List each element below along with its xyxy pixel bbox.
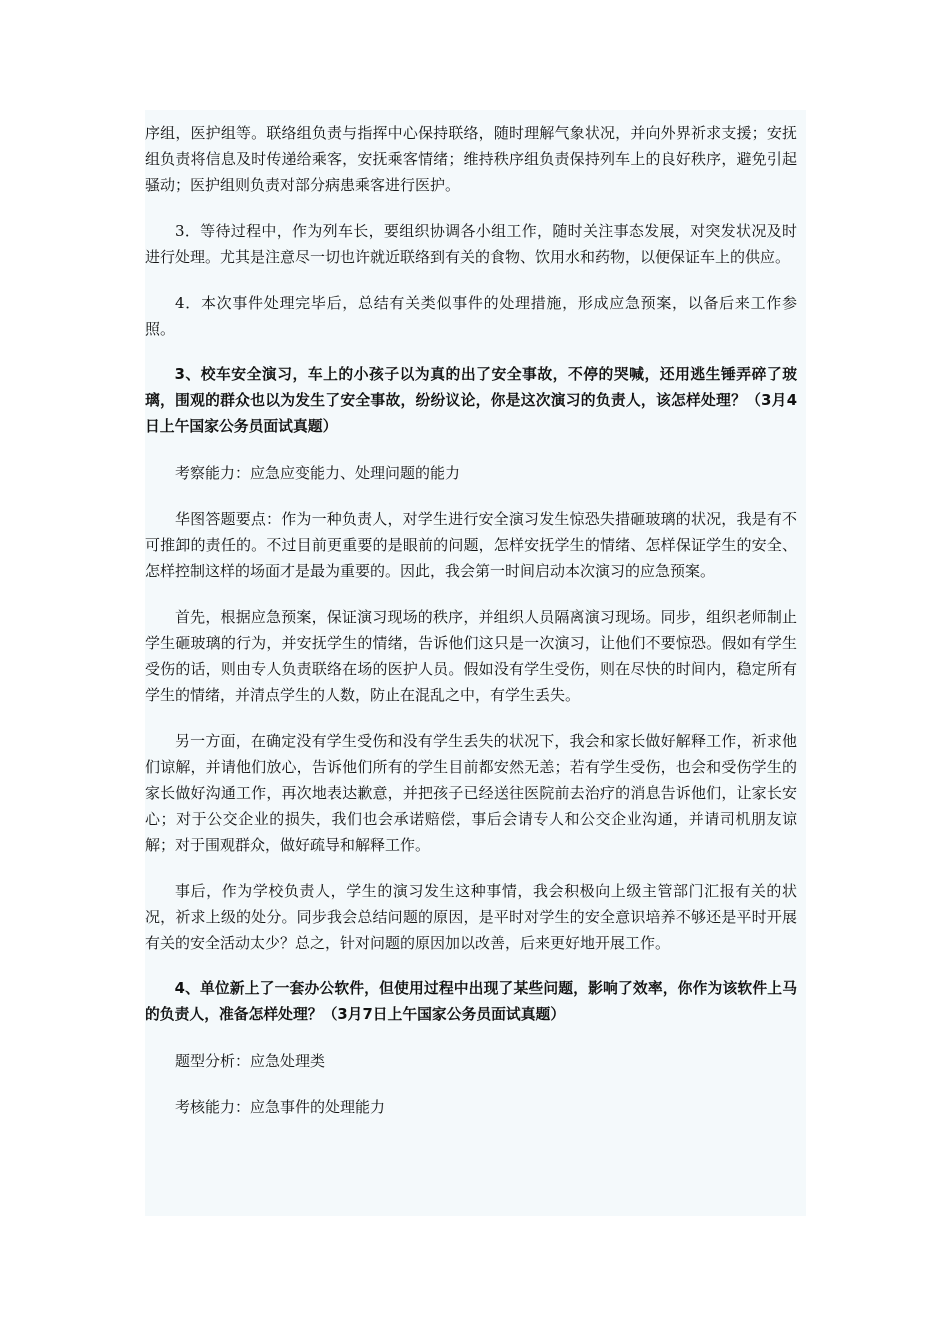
- paragraph-afterwards: 事后，作为学校负责人，学生的演习发生这种事情，我会积极向上级主管部门汇报有关的状况，祈求上级的处分。同步我会总结问题的原因，是平时对学生的安全意识培养不够还是平时开展有关的安全活动太少？总之，针对问题的原因加以改善，后来更好地开展工作。: [145, 882, 797, 952]
- question-3-heading: 3、校车安全演习，车上的小孩子以为真的出了安全事故，不停的哭喊，还用逃生锤弄碎了玻璃，围观的群众也以为发生了安全事故，纷纷议论，你是这次演习的负责人，该怎样处理？（3月4日上午国家公务员面试真题）: [145, 366, 797, 435]
- paragraph-answer-points: 华图答题要点：作为一种负责人，对学生进行安全演习发生惊恐失措砸玻璃的状况，我是有不可推卸的责任的。不过目前更重要的是眼前的问题，怎样安抚学生的情绪、怎样保证学生的安全、怎样控制这样的场面才是最为重要的。因此，我会第一时间启动本次演习的应急预案。: [145, 510, 797, 580]
- paragraph-question-type: 题型分析：应急处理类: [175, 1052, 326, 1070]
- question-4-heading: 4、单位新上了一套办公软件，但使用过程中出现了某些问题，影响了效率，你作为该软件上马的负责人，准备怎样处理？（3月7日上午国家公务员面试真题）: [145, 980, 797, 1023]
- paragraph-continuation: 序组，医护组等。联络组负责与指挥中心保持联络，随时理解气象状况，并向外界祈求支援；安抚组负责将信息及时传递给乘客，安抚乘客情绪；维持秩序组负责保持列车上的良好秩序，避免引起骚动；医护组则负责对部分病患乘客进行医护。: [145, 124, 797, 194]
- paragraph-first: 首先，根据应急预案，保证演习现场的秩序，并组织人员隔离演习现场。同步，组织老师制止学生砸玻璃的行为，并安抚学生的情绪，告诉他们这只是一次演习，让他们不要惊恐。假如有学生受伤的话，则由专人负责联络在场的医护人员。假如没有学生受伤，则在尽快的时间内，稳定所有学生的情绪，并清点学生的人数，防止在混乱之中，有学生丢失。: [145, 608, 797, 704]
- paragraph-step-4: 4．本次事件处理完毕后，总结有关类似事件的处理措施，形成应急预案，以备后来工作参照。: [145, 294, 797, 338]
- document-body: [145, 120, 797, 1140]
- paragraph-step-3: 3．等待过程中，作为列车长，要组织协调各小组工作，随时关注事态发展，对突发状况及时进行处理。尤其是注意尽一切也许就近联络到有关的食物、饮用水和药物，以便保证车上的供应。: [145, 222, 797, 266]
- paragraph-second: 另一方面，在确定没有学生受伤和没有学生丢失的状况下，我会和家长做好解释工作，祈求他们谅解，并请他们放心，告诉他们所有的学生目前都安然无恙；若有学生受伤，也会和受伤学生的家长做好沟通工作，再次地表达歉意，并把孩子已经送往医院前去治疗的消息告诉他们，让家长安心；对于公交企业的损失，我们也会承诺赔偿，事后会请专人和公交企业沟通，并请司机朋友谅解；对于围观群众，做好疏导和解释工作。: [145, 732, 797, 854]
- paragraph-assessed-ability: 考核能力：应急事件的处理能力: [175, 1098, 386, 1116]
- paragraph-ability: 考察能力：应急应变能力、处理问题的能力: [175, 464, 461, 482]
